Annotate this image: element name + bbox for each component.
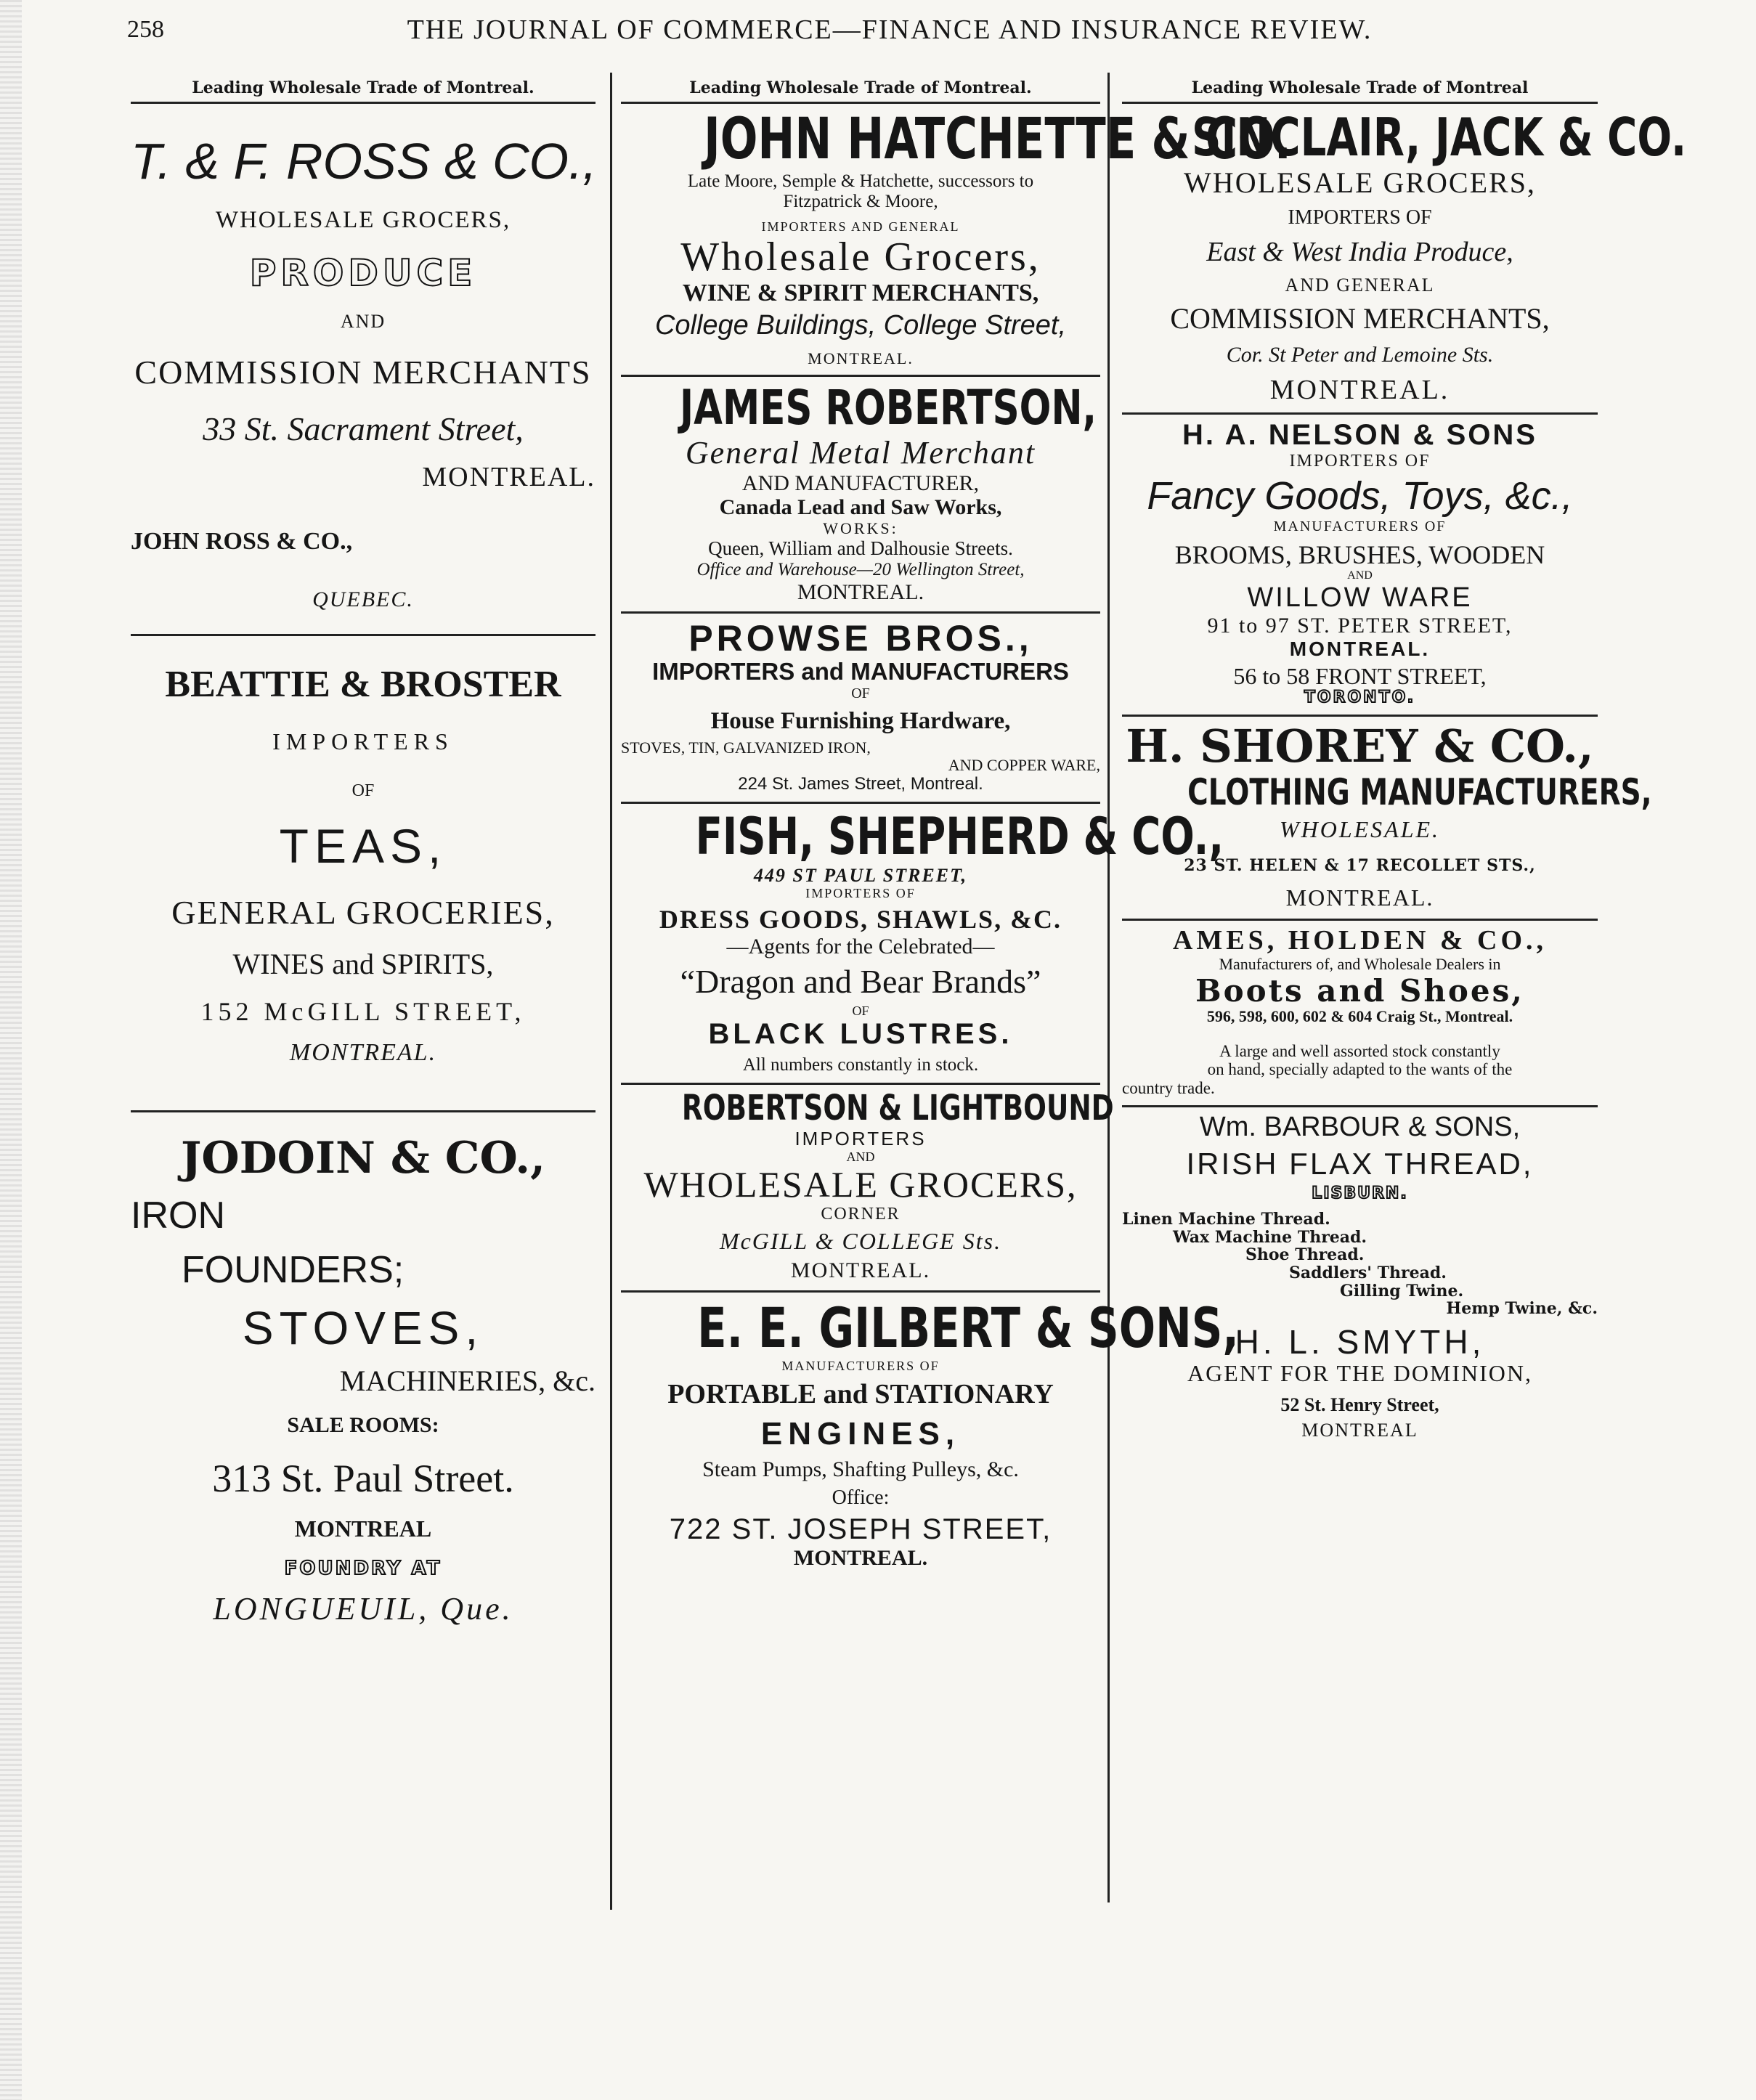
ad-line: IRON [131, 1195, 225, 1237]
ad-line: AGENT FOR THE DOMINION, [1187, 1360, 1533, 1387]
ad-line: Office and Warehouse—20 Wellington Street, [696, 559, 1025, 579]
ad-prowse [621, 614, 1100, 803]
ad-line: OF [351, 781, 375, 800]
ad-line: DRESS GOODS, SHAWLS, &C. [659, 905, 1062, 935]
ad-line: Wholesale Grocers, [680, 234, 1041, 280]
ad-name: PROWSE BROS., [688, 618, 1033, 659]
ad-line: IMPORTERS and MANUFACTURERS [652, 658, 1069, 685]
ad-city: MONTREAL. [793, 1545, 928, 1570]
ad-hatchette [621, 104, 1291, 377]
ad-line: PORTABLE and STATIONARY [667, 1379, 1054, 1410]
ad-line: House Furnishing Hardware, [710, 707, 1011, 734]
ad-address: 313 St. Paul Street. [212, 1456, 514, 1500]
ad-line: Late Moore, Semple & Hatchette, successors to [687, 171, 1034, 192]
ad-line: AND GENERAL [1285, 274, 1435, 296]
column-3 [1122, 73, 1687, 1911]
ad-city: MONTREAL. [1289, 638, 1431, 661]
ad-line: Saddlers' Thread. [1289, 1263, 1447, 1282]
ad-line: PRODUCE [249, 252, 477, 295]
page-edge-scan [0, 0, 22, 2100]
ad-city: LONGUEUIL, Que. [213, 1591, 513, 1627]
column-heading: Leading Wholesale Trade of Montreal [1122, 73, 1598, 104]
ad-line: Hemp Twine, &c. [1446, 1299, 1598, 1319]
ad-line: IMPORTERS [272, 728, 454, 754]
ad-line: COMMISSION MERCHANTS, [1170, 302, 1550, 335]
ad-address: 224 St. James Street, Montreal. [738, 773, 983, 794]
ad-line: East & West India Produce, [1206, 236, 1513, 267]
ad-line: Gilling Twine. [1340, 1281, 1464, 1301]
ad-line: OF [851, 685, 870, 702]
ad-line: OF [852, 1003, 869, 1018]
ad-city: MONTREAL [294, 1515, 432, 1542]
ad-city: MONTREAL. [1285, 884, 1434, 911]
ad-line: IMPORTERS OF [1288, 206, 1432, 229]
ad-address: 56 to 58 FRONT STREET, [1233, 662, 1487, 689]
ad-line: Queen, William and Dalhousie Streets. [708, 537, 1013, 560]
ad-line: WHOLESALE GROCERS, [1184, 166, 1536, 199]
ad-name: AMES, HOLDEN & CO., [1172, 924, 1548, 956]
ad-fish [621, 804, 1224, 1085]
ad-shorey [1122, 717, 1652, 921]
ad-line: WHOLESALE GROCERS, [643, 1163, 1078, 1205]
ad-line: Manufacturers of, and Wholesale Dealers in [1219, 955, 1501, 974]
ad-line: MANUFACTURERS OF [1273, 518, 1447, 534]
ad-line: McGILL & COLLEGE Sts. [719, 1227, 1002, 1254]
ad-line: FOUNDRY AT [284, 1558, 442, 1580]
ad-line: A large and well assorted stock constantly [1219, 1041, 1500, 1060]
ad-line: COMMISSION MERCHANTS [134, 354, 592, 391]
ad-line: Office: [832, 1486, 890, 1509]
ad-line: Steam Pumps, Shafting Pulleys, &c. [702, 1457, 1019, 1482]
ad-sinclair [1122, 104, 1687, 415]
ad-city: MONTREAL. [289, 1039, 437, 1067]
ad-ross [131, 104, 596, 636]
ad-line: SALE ROOMS: [287, 1413, 439, 1438]
ad-name: JOHN HATCHETTE & CO. [704, 107, 1291, 172]
ad-address: 152 McGILL STREET, [200, 996, 526, 1026]
ad-line: —Agents for the Celebrated— [726, 934, 995, 959]
ad-name: T. & F. ROSS & CO., [131, 133, 597, 190]
ad-line: CORNER [821, 1204, 901, 1224]
running-head [127, 7, 1565, 52]
ad-line: LISBURN. [1312, 1184, 1408, 1203]
ad-line: General Metal Merchant [685, 435, 1036, 471]
ad-line: Fitzpatrick & Moore, [783, 192, 938, 212]
ad-line: IRISH FLAX THREAD, [1186, 1147, 1534, 1181]
ad-line: AND MANUFACTURER, [741, 471, 980, 495]
ad-jodoin [131, 1112, 596, 1634]
ad-city: MONTREAL. [1269, 374, 1450, 405]
ad-name: H. A. NELSON & SONS [1182, 419, 1537, 452]
ad-line: IMPORTERS AND GENERAL [761, 219, 960, 235]
ad-line: BLACK LUSTRES. [708, 1017, 1013, 1050]
ad-name: JAMES ROBERTSON, [679, 380, 1097, 436]
ad-line: BROOMS, BRUSHES, WOODEN [1174, 540, 1545, 569]
column-heading: Leading Wholesale Trade of Montreal. [131, 73, 596, 104]
ad-line: WINES and SPIRITS, [232, 948, 494, 981]
ad-address: Cor. St Peter and Lemoine Sts. [1226, 343, 1494, 367]
ad-line: Wax Machine Thread. [1173, 1227, 1367, 1247]
ad-line: IMPORTERS OF [1289, 452, 1431, 471]
ad-line: 449 ST PAUL STREET, [753, 865, 968, 887]
ad-line: H. L. SMYTH, [1235, 1322, 1485, 1361]
column-rule-2 [1107, 73, 1110, 1902]
ad-line: STOVES, TIN, GALVANIZED IRON, [621, 738, 871, 757]
ad-gilbert [621, 1293, 1239, 1577]
ad-line: country trade. [1122, 1079, 1215, 1098]
ad-line: MANUFACTURERS OF [781, 1359, 940, 1374]
column-1 [131, 73, 596, 1911]
ad-city: MONTREAL. [790, 1258, 931, 1283]
ad-branch: JOHN ROSS & CO., [131, 528, 353, 555]
ad-line: AND [846, 1149, 875, 1164]
ad-address: 52 St. Henry Street, [1280, 1394, 1439, 1416]
ad-line: Linen Machine Thread. [1122, 1210, 1330, 1229]
ad-barbour [1122, 1107, 1598, 1449]
ad-address: College Buildings, College Street, [654, 310, 1067, 341]
ad-line: AND COPPER WARE, [948, 756, 1100, 775]
ad-name: FISH, SHEPHERD & CO., [695, 806, 1224, 866]
ad-city: QUEBEC. [312, 587, 414, 612]
ad-address: 33 St. Sacrament Street, [203, 410, 524, 447]
ad-line: AND [1347, 569, 1373, 582]
ad-name: E. E. GILBERT & SONS, [697, 1295, 1239, 1361]
ad-line: AND [340, 311, 386, 333]
ad-line: WHOLESALE. [1279, 815, 1441, 842]
ad-beattie [131, 636, 596, 1113]
ad-ames [1122, 921, 1598, 1107]
ad-name: ROBERTSON & LIGHTBOUND [681, 1087, 1114, 1128]
ad-line: All numbers constantly in stock. [742, 1054, 979, 1075]
ad-line: CLOTHING MANUFACTURERS, [1187, 770, 1652, 813]
ad-line: Shoe Thread. [1245, 1245, 1365, 1265]
ad-line: on hand, specially adapted to the wants of the [1207, 1060, 1513, 1079]
ad-address: 91 to 97 ST. PETER STREET, [1207, 613, 1513, 638]
ad-lightbound [621, 1085, 1114, 1293]
ad-line: WHOLESALE GROCERS, [215, 207, 511, 234]
ad-robertson [621, 377, 1100, 614]
ad-line: ENGINES, [760, 1415, 961, 1452]
ad-name: Wm. BARBOUR & SONS, [1199, 1111, 1521, 1142]
ad-address: 722 ST. JOSEPH STREET, [669, 1513, 1052, 1546]
ad-line: Boots and Shoes, [1195, 972, 1524, 1009]
ad-city: TORONTO. [1304, 688, 1416, 707]
column-rule-1 [610, 73, 612, 1910]
ad-line: GENERAL GROCERIES, [171, 893, 555, 931]
ad-line: TEAS, [279, 818, 447, 873]
ad-line: Fancy Goods, Toys, &c., [1147, 474, 1573, 518]
ad-line: IMPORTERS [794, 1127, 927, 1149]
ad-name: BEATTIE & BROSTER [165, 663, 561, 705]
ad-line: WINE & SPIRIT MERCHANTS, [682, 280, 1039, 307]
ad-line: FOUNDERS; [182, 1248, 405, 1291]
ad-line: STOVES, [242, 1301, 484, 1354]
ad-line: 596, 598, 600, 602 & 604 Craig St., Montreal. [1206, 1007, 1513, 1025]
ad-name: SINCLAIR, JACK & CO. [1192, 107, 1687, 168]
ad-line: WORKS: [823, 518, 898, 537]
column-heading: Leading Wholesale Trade of Montreal. [621, 73, 1100, 104]
ad-line: “Dragon and Bear Brands” [680, 963, 1041, 1001]
ad-nelson [1122, 415, 1598, 717]
ad-line: IMPORTERS OF [805, 886, 916, 901]
ad-city: MONTREAL. [797, 579, 924, 604]
ad-city: MONTREAL. [422, 462, 596, 493]
ad-address: 23 ST. HELEN & 17 RECOLLET STS., [1184, 856, 1536, 876]
ad-line: WILLOW WARE [1247, 582, 1473, 614]
ad-name: H. SHOREY & CO., [1126, 720, 1594, 773]
ad-city: MONTREAL. [808, 349, 914, 367]
ad-line: Canada Lead and Saw Works, [719, 495, 1002, 520]
page-number: 258 [127, 16, 164, 43]
journal-title: THE JOURNAL OF COMMERCE—FINANCE AND INSURANCE REVIEW. [407, 15, 1373, 45]
ad-line: MACHINERIES, &c. [339, 1364, 596, 1397]
ad-name: JODOIN & CO., [180, 1133, 546, 1184]
ad-city: MONTREAL [1301, 1420, 1418, 1441]
